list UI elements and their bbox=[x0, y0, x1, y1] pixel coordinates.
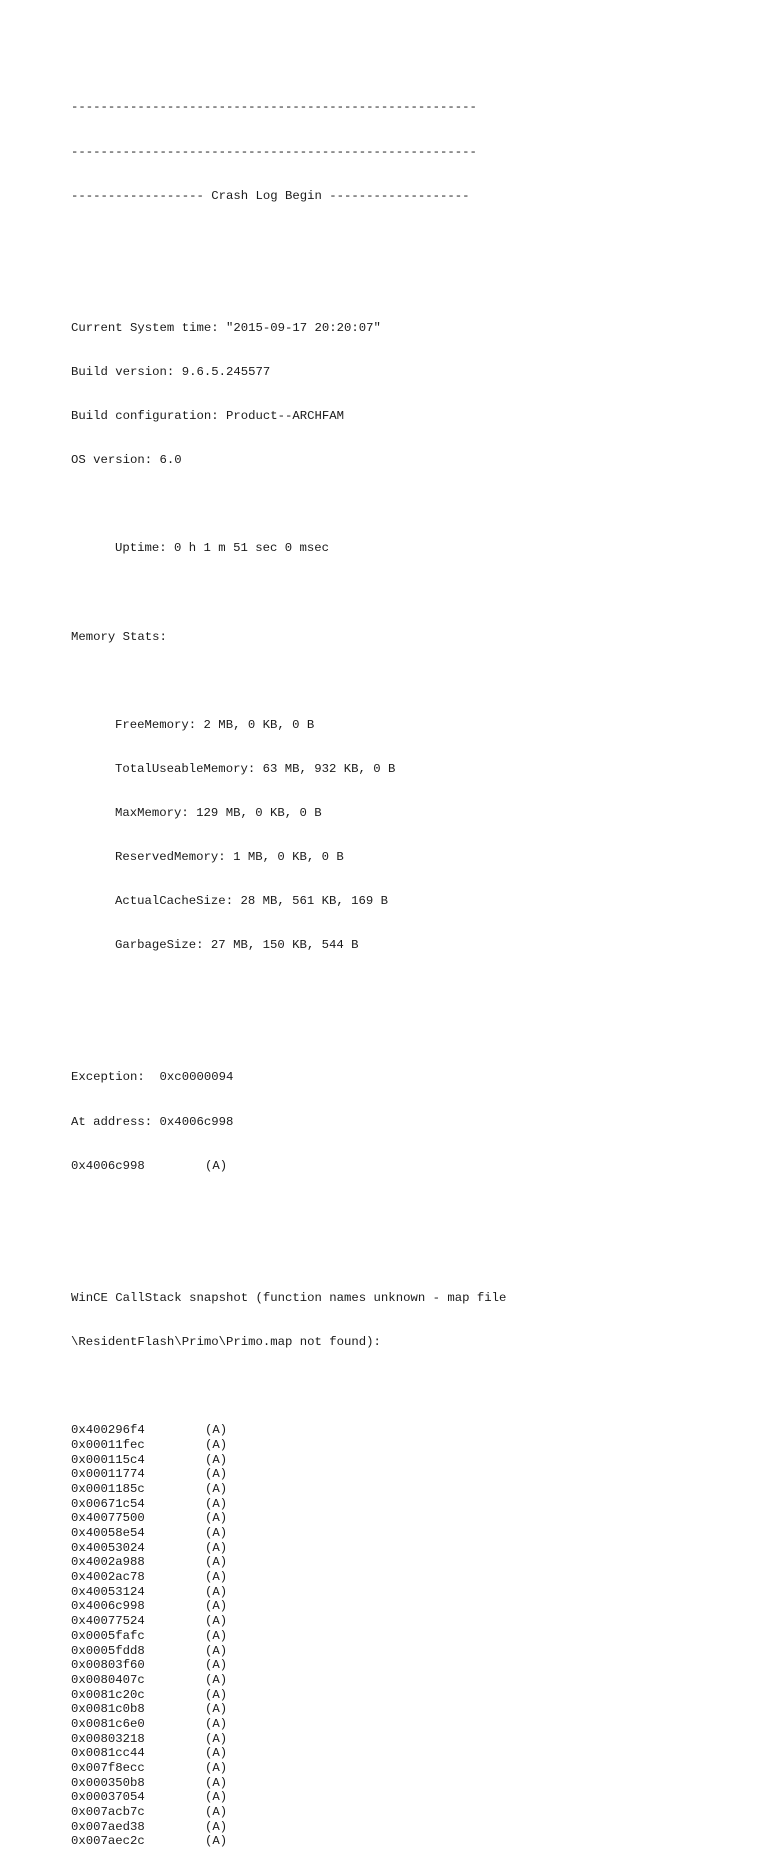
callstack-frame bbox=[71, 1746, 506, 1761]
callstack-frame bbox=[71, 1585, 506, 1600]
callstack-frame bbox=[71, 1526, 506, 1541]
frame-flag: (A) bbox=[205, 1540, 228, 1555]
exception-frame bbox=[71, 1159, 506, 1174]
frame-address: 0x007aec2c bbox=[71, 1834, 145, 1849]
frame-address: 0x000350b8 bbox=[71, 1775, 145, 1790]
frame-flag: (A) bbox=[205, 1702, 228, 1717]
callstack-frame bbox=[71, 1438, 506, 1453]
callstack-frame bbox=[71, 1570, 506, 1585]
frame-flag: (A) bbox=[205, 1775, 228, 1790]
frame-flag: (A) bbox=[205, 1687, 228, 1702]
frame-address: 0x00037054 bbox=[71, 1790, 145, 1805]
frame-address: 0x0081c6e0 bbox=[71, 1716, 145, 1731]
frame-flag: (A) bbox=[205, 1511, 228, 1526]
spacer bbox=[71, 585, 506, 600]
frame-flag: (A) bbox=[205, 1819, 228, 1834]
frame-address: 0x40077524 bbox=[71, 1614, 145, 1629]
callstack-frame bbox=[71, 1776, 506, 1791]
frame-flag: (A) bbox=[205, 1746, 228, 1761]
frame-flag: (A) bbox=[205, 1658, 228, 1673]
actual-cache-size: ActualCacheSize: 28 MB, 561 KB, 169 B bbox=[115, 894, 389, 909]
frame-flag: (A) bbox=[205, 1467, 228, 1482]
spacer bbox=[71, 233, 506, 248]
frame-address: 0x007f8ecc bbox=[71, 1761, 145, 1776]
frame-flag: (A) bbox=[205, 1570, 228, 1585]
spacer bbox=[71, 1203, 506, 1218]
callstack-frame bbox=[71, 1482, 506, 1497]
spacer bbox=[71, 982, 506, 997]
frame-address: 0x4006c998 bbox=[71, 1158, 145, 1173]
callstack-frame bbox=[71, 1541, 506, 1556]
frame-flag: (A) bbox=[205, 1158, 228, 1173]
garbage-size: GarbageSize: 27 MB, 150 KB, 544 B bbox=[115, 938, 359, 953]
frame-flag: (A) bbox=[205, 1834, 228, 1849]
system-time: Current System time: "2015-09-17 20:20:07" bbox=[71, 320, 381, 335]
build-configuration: Build configuration: Product--ARCHFAM bbox=[71, 409, 345, 424]
frame-flag: (A) bbox=[205, 1761, 228, 1776]
callstack-frame bbox=[71, 1644, 506, 1659]
frame-flag: (A) bbox=[205, 1599, 228, 1614]
callstack-frame bbox=[71, 1555, 506, 1570]
callstack-frame bbox=[71, 1673, 506, 1688]
spacer bbox=[71, 1026, 506, 1041]
frame-flag: (A) bbox=[205, 1452, 228, 1467]
build-version: Build version: 9.6.5.245577 bbox=[71, 364, 271, 379]
frame-address: 0x0081c0b8 bbox=[71, 1702, 145, 1717]
frame-address: 0x40053024 bbox=[71, 1540, 145, 1555]
frame-address: 0x40053124 bbox=[71, 1584, 145, 1599]
frame-address: 0x00011774 bbox=[71, 1467, 145, 1482]
callstack-frame bbox=[71, 1790, 506, 1805]
frame-address: 0x40058e54 bbox=[71, 1526, 145, 1541]
frame-address: 0x0081cc44 bbox=[71, 1746, 145, 1761]
callstack-heading-path: \ResidentFlash\Primo\Primo.map not found): bbox=[71, 1335, 381, 1350]
callstack-frame bbox=[71, 1688, 506, 1703]
callstack-frame-list bbox=[71, 1423, 506, 1849]
frame-address: 0x00011fec bbox=[71, 1437, 145, 1452]
frame-address: 0x00803218 bbox=[71, 1731, 145, 1746]
frame-flag: (A) bbox=[205, 1437, 228, 1452]
max-memory: MaxMemory: 129 MB, 0 KB, 0 B bbox=[115, 805, 322, 820]
frame-address: 0x00803f60 bbox=[71, 1658, 145, 1673]
frame-address: 0x4002ac78 bbox=[71, 1570, 145, 1585]
callstack-frame bbox=[71, 1467, 506, 1482]
callstack-frame bbox=[71, 1511, 506, 1526]
frame-address: 0x0081c20c bbox=[71, 1687, 145, 1702]
callstack-frame bbox=[71, 1805, 506, 1820]
frame-flag: (A) bbox=[205, 1423, 228, 1438]
callstack-frame bbox=[71, 1732, 506, 1747]
frame-flag: (A) bbox=[205, 1790, 228, 1805]
callstack-frame bbox=[71, 1820, 506, 1835]
frame-flag: (A) bbox=[205, 1731, 228, 1746]
separator-rule: ------------------------------------------------------- bbox=[71, 100, 477, 115]
frame-flag: (A) bbox=[205, 1526, 228, 1541]
frame-flag: (A) bbox=[205, 1555, 228, 1570]
callstack-frame bbox=[71, 1761, 506, 1776]
spacer bbox=[71, 497, 506, 512]
frame-flag: (A) bbox=[205, 1716, 228, 1731]
free-memory: FreeMemory: 2 MB, 0 KB, 0 B bbox=[115, 717, 315, 732]
spacer bbox=[71, 674, 506, 689]
callstack-frame bbox=[71, 1599, 506, 1614]
spacer bbox=[71, 277, 506, 292]
frame-address: 0x4002a988 bbox=[71, 1555, 145, 1570]
uptime: Uptime: 0 h 1 m 51 sec 0 msec bbox=[115, 541, 330, 556]
spacer bbox=[71, 1247, 506, 1262]
frame-flag: (A) bbox=[205, 1628, 228, 1643]
exception-address: At address: 0x4006c998 bbox=[71, 1114, 234, 1129]
callstack-frame bbox=[71, 1702, 506, 1717]
frame-flag: (A) bbox=[205, 1643, 228, 1658]
callstack-frame bbox=[71, 1614, 506, 1629]
frame-flag: (A) bbox=[205, 1614, 228, 1629]
total-useable-memory: TotalUseableMemory: 63 MB, 932 KB, 0 B bbox=[115, 761, 396, 776]
frame-address: 0x007aed38 bbox=[71, 1819, 145, 1834]
reserved-memory: ReservedMemory: 1 MB, 0 KB, 0 B bbox=[115, 850, 344, 864]
callstack-heading: WinCE CallStack snapshot (function names unknown - map file bbox=[71, 1290, 507, 1305]
frame-flag: (A) bbox=[205, 1672, 228, 1687]
callstack-frame bbox=[71, 1834, 506, 1849]
frame-address: 0x0080407c bbox=[71, 1672, 145, 1687]
memory-stats-heading: Memory Stats: bbox=[71, 629, 167, 644]
frame-address: 0x00671c54 bbox=[71, 1496, 145, 1511]
callstack-frame bbox=[71, 1497, 506, 1512]
callstack-frame bbox=[71, 1453, 506, 1468]
frame-address: 0x40077500 bbox=[71, 1511, 145, 1526]
spacer bbox=[71, 1379, 506, 1394]
frame-flag: (A) bbox=[205, 1481, 228, 1496]
callstack-frame bbox=[71, 1423, 506, 1438]
callstack-frame bbox=[71, 1658, 506, 1673]
callstack-frame bbox=[71, 1629, 506, 1644]
callstack-frame bbox=[71, 1717, 506, 1732]
frame-address: 0x000115c4 bbox=[71, 1452, 145, 1467]
os-version: OS version: 6.0 bbox=[71, 453, 182, 468]
crash-log-document bbox=[71, 71, 506, 1864]
frame-address: 0x007acb7c bbox=[71, 1805, 145, 1820]
frame-address: 0x4006c998 bbox=[71, 1599, 145, 1614]
frame-flag: (A) bbox=[205, 1805, 228, 1820]
frame-address: 0x400296f4 bbox=[71, 1423, 145, 1438]
crash-log-begin-heading: ------------------ Crash Log Begin ------------------- bbox=[71, 188, 470, 203]
frame-address: 0x0005fafc bbox=[71, 1628, 145, 1643]
exception-code: Exception: 0xc0000094 bbox=[71, 1070, 234, 1085]
separator-rule: ------------------------------------------------------- bbox=[71, 144, 477, 159]
frame-address: 0x0001185c bbox=[71, 1481, 145, 1496]
frame-flag: (A) bbox=[205, 1496, 228, 1511]
frame-flag: (A) bbox=[205, 1584, 228, 1599]
frame-address: 0x0005fdd8 bbox=[71, 1643, 145, 1658]
